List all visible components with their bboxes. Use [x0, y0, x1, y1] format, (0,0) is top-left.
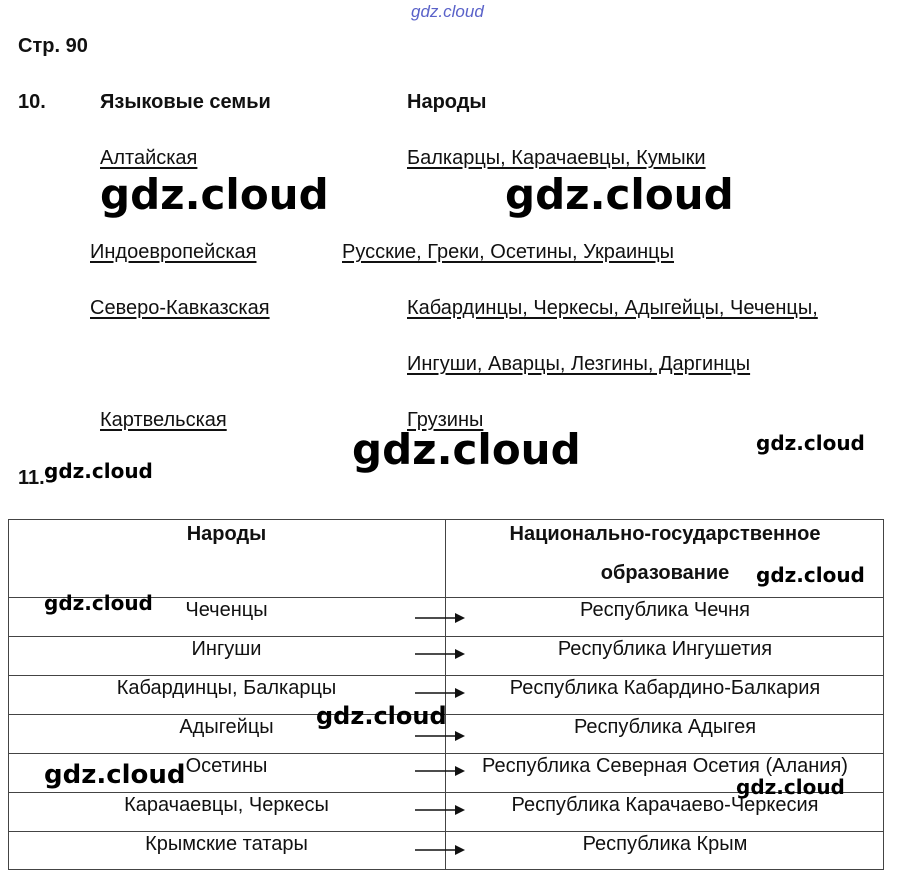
peoples-indoeuropean: Русские, Греки, Осетины, Украинцы	[342, 241, 674, 263]
table-cell-people: Крымские татары	[145, 833, 308, 855]
table-row-divider	[8, 675, 884, 676]
task10-header-families: Языковые семьи	[100, 91, 271, 113]
arrow-right-icon	[415, 730, 465, 742]
table-cell-people: Чеченцы	[185, 599, 268, 621]
watermark-small-2: gdz.cloud	[44, 459, 153, 483]
arrow-right-icon	[415, 612, 465, 624]
task10-header-peoples: Народы	[407, 91, 487, 113]
arrow-right-icon	[415, 648, 465, 660]
table-header-formation-line1: Национально-государственное	[509, 523, 821, 545]
table-cell-people: Осетины	[185, 755, 268, 777]
family-altaic: Алтайская	[100, 147, 198, 169]
table-cell-formation: Республика Северная Осетия (Алания)	[482, 755, 848, 777]
peoples-north-caucasian-line1: Кабардинцы, Черкесы, Адыгейцы, Чеченцы,	[407, 297, 818, 319]
table-header-peoples: Народы	[186, 523, 267, 545]
family-north-caucasian: Северо-Кавказская	[90, 297, 270, 319]
task10-number: 10.	[18, 91, 46, 113]
watermark-small-6: gdz.cloud	[44, 760, 186, 790]
watermark-big-3: gdz.cloud	[352, 425, 581, 474]
peoples-kartvelian: Грузины	[407, 409, 484, 431]
arrow-right-icon	[415, 844, 465, 856]
watermark-big-2: gdz.cloud	[505, 170, 734, 219]
table-cell-formation: Республика Кабардино-Балкария	[509, 677, 821, 699]
arrow-right-icon	[415, 765, 465, 777]
table-cell-people: Ингуши	[191, 638, 262, 660]
task11-number: 11.	[18, 467, 45, 489]
table-row-divider	[8, 831, 884, 832]
peoples-altaic: Балкарцы, Карачаевцы, Кумыки	[407, 147, 706, 169]
watermark-small-3: gdz.cloud	[756, 563, 865, 587]
page-label: Стр. 90	[18, 35, 88, 57]
arrow-right-icon	[415, 687, 465, 699]
arrow-right-icon	[415, 804, 465, 816]
watermark-small-4: gdz.cloud	[44, 591, 153, 615]
table-cell-people: Кабардинцы, Балкарцы	[116, 677, 337, 699]
table-cell-people: Адыгейцы	[179, 716, 274, 738]
peoples-north-caucasian-line2: Ингуши, Аварцы, Лезгины, Даргинцы	[407, 353, 751, 375]
table-cell-formation: Республика Карачаево-Черкесия	[511, 794, 819, 816]
table-row-divider	[8, 636, 884, 637]
watermark-top: gdz.cloud	[411, 2, 484, 21]
watermark-small-7: gdz.cloud	[736, 775, 845, 799]
watermark-small-5: gdz.cloud	[316, 702, 447, 730]
watermark-big-1: gdz.cloud	[100, 170, 329, 219]
table-row-divider	[8, 753, 884, 754]
watermark-small-1: gdz.cloud	[756, 431, 865, 455]
table-cell-formation: Республика Крым	[582, 833, 748, 855]
table-header-formation-line2: образование	[600, 562, 730, 584]
table-cell-formation: Республика Чечня	[580, 599, 750, 621]
family-indoeuropean: Индоевропейская	[90, 241, 257, 263]
table-cell-formation: Республика Адыгея	[573, 716, 757, 738]
family-kartvelian: Картвельская	[100, 409, 227, 431]
table-cell-people: Карачаевцы, Черкесы	[124, 794, 329, 816]
table-cell-formation: Республика Ингушетия	[557, 638, 773, 660]
